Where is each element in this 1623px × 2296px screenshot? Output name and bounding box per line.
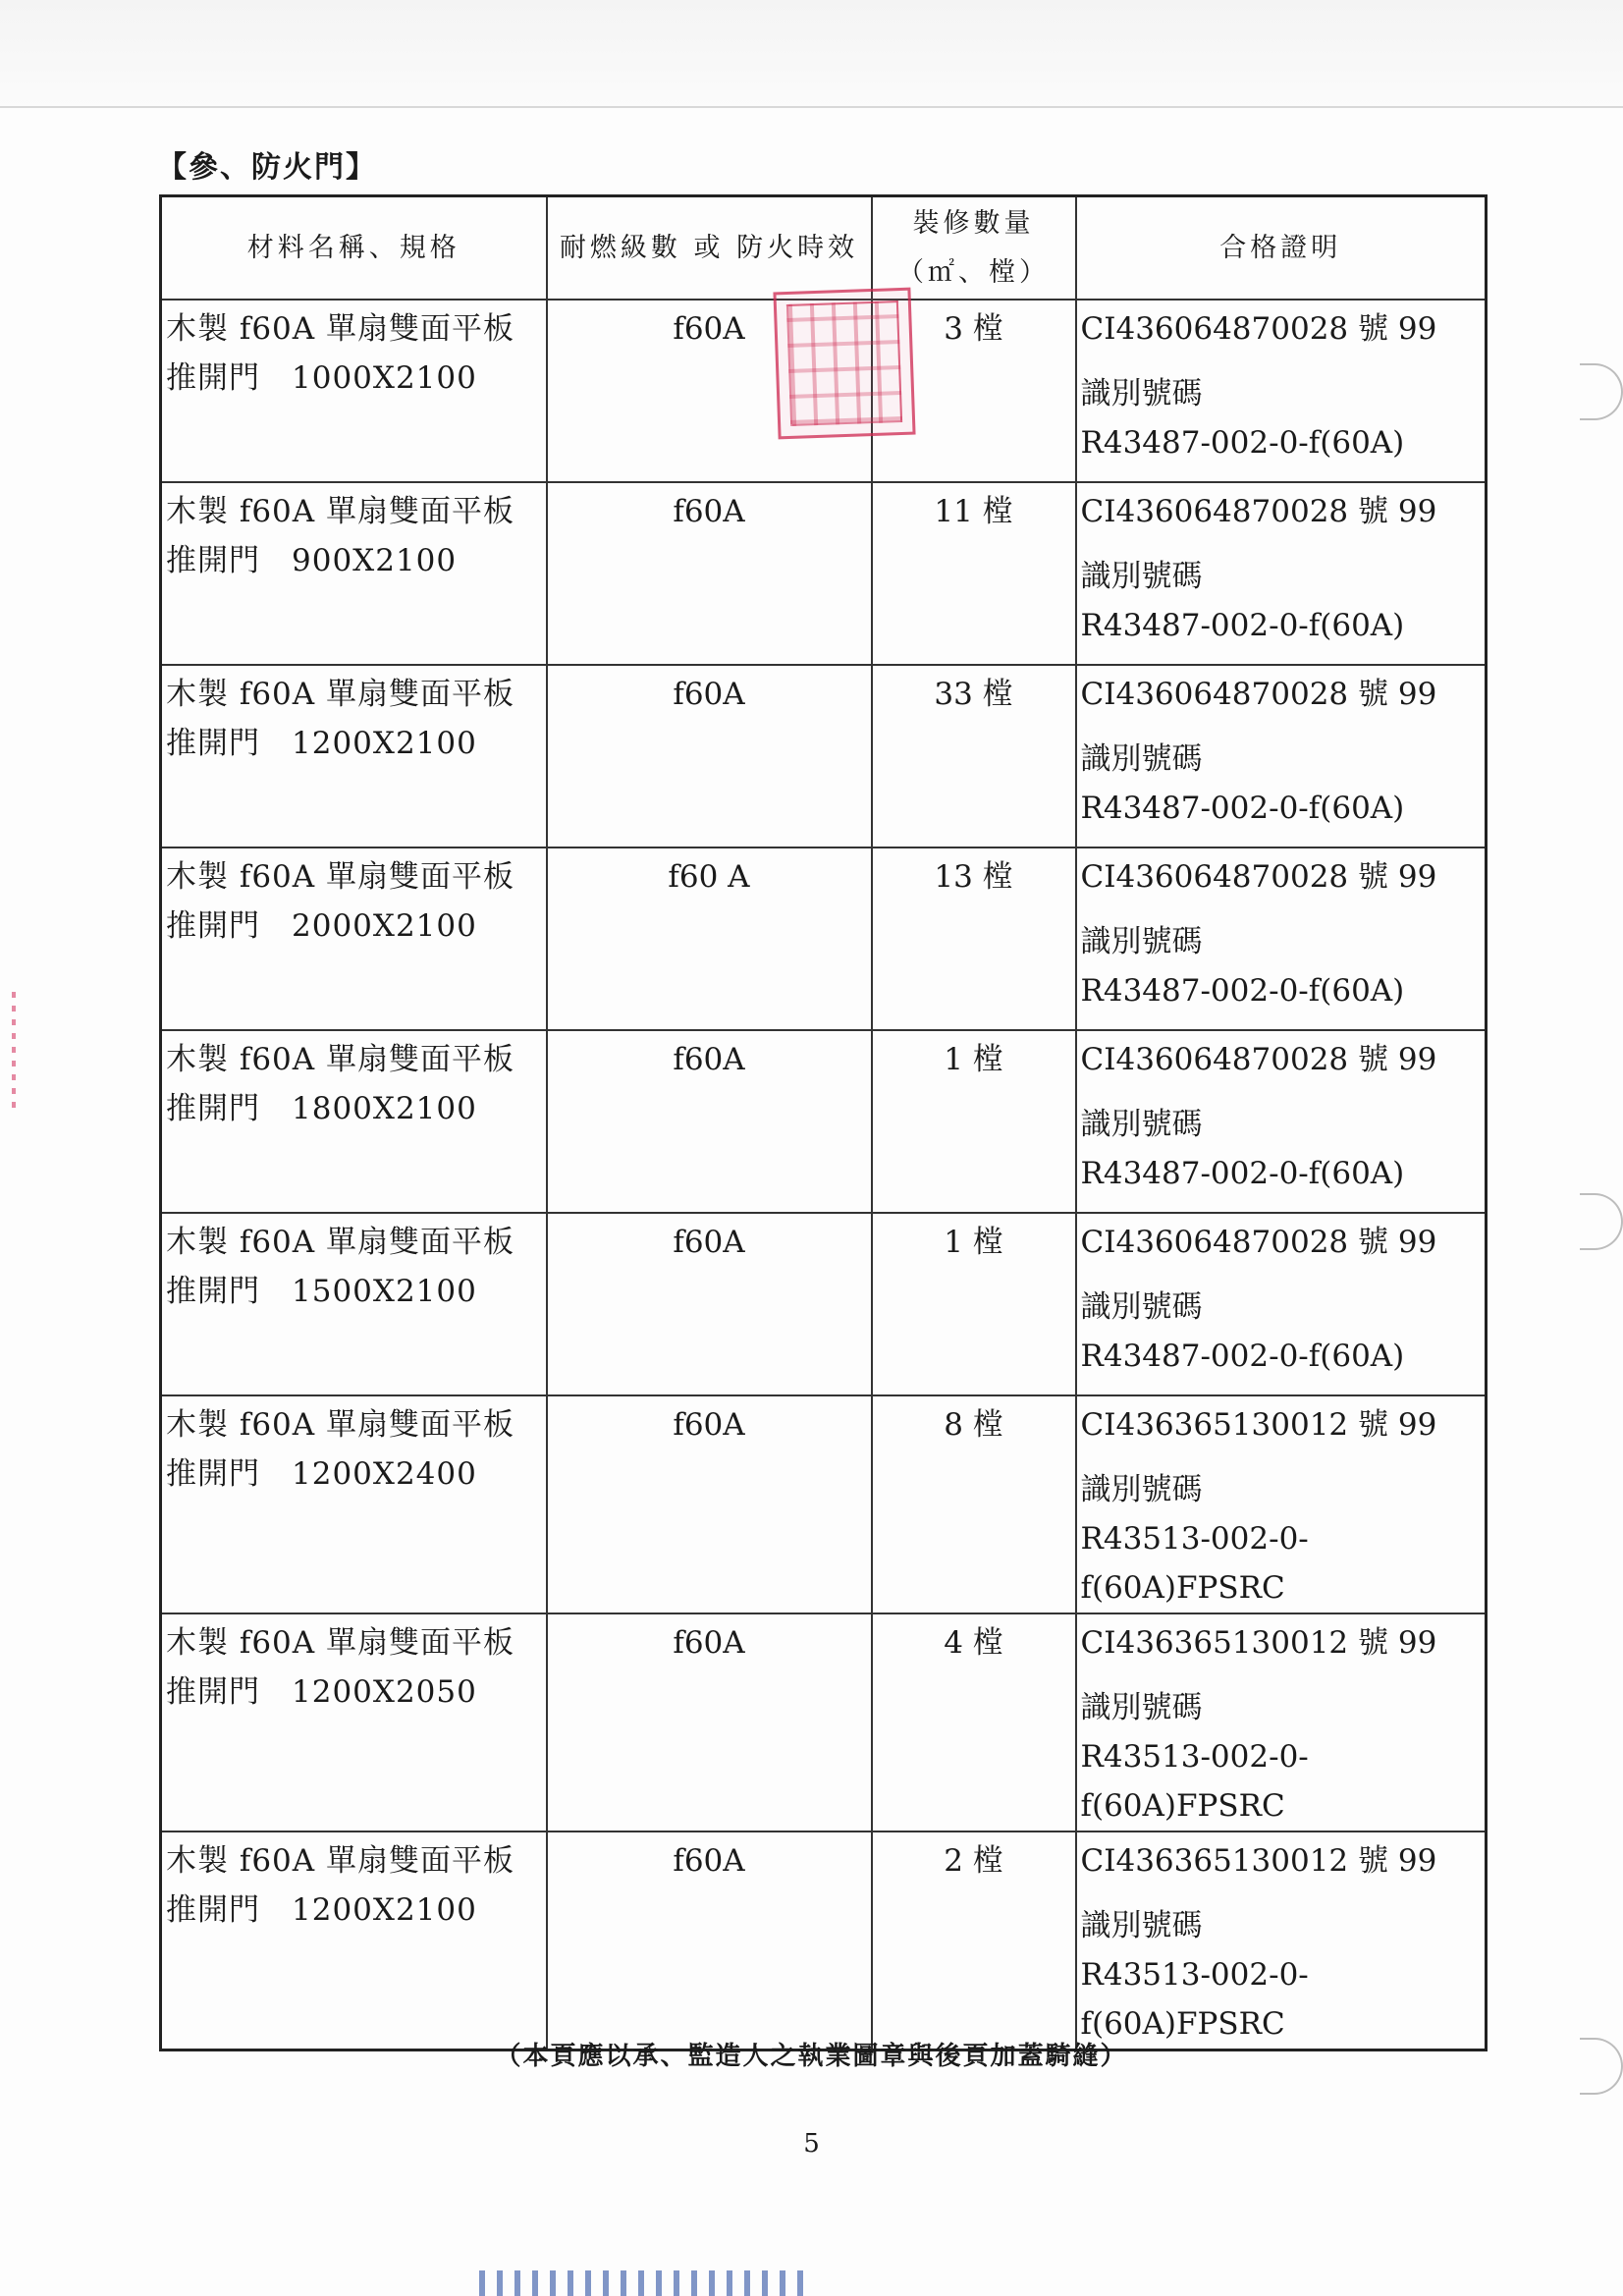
fire-rating-cell: f60 A bbox=[547, 847, 872, 1030]
quantity-cell: 13 樘 bbox=[872, 847, 1076, 1030]
footnote: （本頁應以承、監造人之執業圖章與後頁加蓋騎縫） bbox=[495, 2042, 1128, 2071]
seal-stamp bbox=[773, 288, 915, 440]
header-fire-rating: 耐燃級數 或 防火時效 bbox=[547, 196, 872, 301]
id-label: 識別號碼 bbox=[1080, 1690, 1203, 1725]
material-name-cell: 木製 f60A 單扇雙面平板推開門 1000X2100 bbox=[161, 300, 547, 482]
id-code: R43487-002-0-f(60A) bbox=[1080, 791, 1405, 826]
id-label: 識別號碼 bbox=[1080, 741, 1203, 777]
table-body bbox=[161, 300, 1487, 2050]
certificate-number: CI436064870028 號 99 bbox=[1080, 494, 1437, 529]
punch-hole bbox=[1580, 363, 1623, 420]
certificate-cell bbox=[1076, 1395, 1487, 1613]
material-name-cell: 木製 f60A 單扇雙面平板推開門 1200X2100 bbox=[161, 1831, 547, 2050]
material-name-cell: 木製 f60A 單扇雙面平板推開門 1200X2050 bbox=[161, 1613, 547, 1831]
table-row bbox=[161, 1831, 1487, 2050]
material-name-cell: 木製 f60A 單扇雙面平板推開門 1800X2100 bbox=[161, 1030, 547, 1213]
quantity-cell: 1 樘 bbox=[872, 1030, 1076, 1213]
quantity-cell: 3 樘 bbox=[872, 300, 1076, 482]
certificate-number: CI436064870028 號 99 bbox=[1080, 1042, 1437, 1077]
id-code: R43487-002-0-f(60A) bbox=[1080, 608, 1405, 643]
id-code: R43487-002-0-f(60A) bbox=[1080, 425, 1405, 461]
certificate-cell bbox=[1076, 300, 1487, 482]
material-name-cell: 木製 f60A 單扇雙面平板推開門 900X2100 bbox=[161, 482, 547, 665]
fire-rating-cell: f60A bbox=[547, 1213, 872, 1395]
id-label: 識別號碼 bbox=[1080, 376, 1203, 411]
fire-door-table bbox=[159, 194, 1488, 2051]
id-label: 識別號碼 bbox=[1080, 1472, 1203, 1507]
id-code: R43513-002-0-f(60A)FPSRC bbox=[1080, 1521, 1309, 1606]
table-row bbox=[161, 1395, 1487, 1613]
punch-hole bbox=[1580, 1193, 1623, 1250]
certificate-number: CI436064870028 號 99 bbox=[1080, 311, 1437, 347]
quantity-cell: 33 樘 bbox=[872, 665, 1076, 847]
section-title: 【參、防火門】 bbox=[157, 150, 377, 185]
id-code: R43487-002-0-f(60A) bbox=[1080, 1156, 1405, 1191]
page-number: 5 bbox=[803, 2129, 820, 2159]
material-name-cell: 木製 f60A 單扇雙面平板推開門 1500X2100 bbox=[161, 1213, 547, 1395]
id-code: R43513-002-0-f(60A)FPSRC bbox=[1080, 1739, 1309, 1824]
table-row bbox=[161, 1213, 1487, 1395]
certificate-number: CI436365130012 號 99 bbox=[1080, 1407, 1437, 1443]
certificate-number: CI436064870028 號 99 bbox=[1080, 859, 1437, 895]
table-row bbox=[161, 847, 1487, 1030]
quantity-cell: 1 樘 bbox=[872, 1213, 1076, 1395]
fire-rating-cell: f60A bbox=[547, 300, 872, 482]
material-name-cell: 木製 f60A 單扇雙面平板推開門 1200X2400 bbox=[161, 1395, 547, 1613]
certificate-cell bbox=[1076, 665, 1487, 847]
table-row bbox=[161, 1030, 1487, 1213]
quantity-cell: 11 樘 bbox=[872, 482, 1076, 665]
certificate-number: CI436064870028 號 99 bbox=[1080, 677, 1437, 712]
certificate-number: CI436365130012 號 99 bbox=[1080, 1843, 1437, 1879]
certificate-number: CI436064870028 號 99 bbox=[1080, 1225, 1437, 1260]
bottom-stamp-mark bbox=[479, 2270, 813, 2296]
fire-rating-cell: f60A bbox=[547, 665, 872, 847]
material-name-cell: 木製 f60A 單扇雙面平板推開門 2000X2100 bbox=[161, 847, 547, 1030]
id-code: R43513-002-0-f(60A)FPSRC bbox=[1080, 1957, 1309, 2042]
quantity-cell: 2 樘 bbox=[872, 1831, 1076, 2050]
certificate-cell bbox=[1076, 847, 1487, 1030]
id-label: 識別號碼 bbox=[1080, 559, 1203, 594]
table-header-row bbox=[161, 196, 1487, 301]
id-code: R43487-002-0-f(60A) bbox=[1080, 973, 1405, 1009]
id-label: 識別號碼 bbox=[1080, 1908, 1203, 1943]
certificate-cell bbox=[1076, 1030, 1487, 1213]
quantity-cell: 4 樘 bbox=[872, 1613, 1076, 1831]
scan-top-band bbox=[0, 0, 1623, 108]
id-code: R43487-002-0-f(60A) bbox=[1080, 1339, 1405, 1374]
certificate-cell bbox=[1076, 1213, 1487, 1395]
fire-rating-cell: f60A bbox=[547, 1395, 872, 1613]
header-quantity: 裝修數量（㎡、樘） bbox=[872, 196, 1076, 301]
certificate-cell bbox=[1076, 1831, 1487, 2050]
fire-rating-cell: f60A bbox=[547, 1613, 872, 1831]
material-name-cell: 木製 f60A 單扇雙面平板推開門 1200X2100 bbox=[161, 665, 547, 847]
certificate-cell bbox=[1076, 1613, 1487, 1831]
header-material-name: 材料名稱、規格 bbox=[161, 196, 547, 301]
table-row bbox=[161, 1613, 1487, 1831]
header-certificate: 合格證明 bbox=[1076, 196, 1487, 301]
id-label: 識別號碼 bbox=[1080, 1289, 1203, 1325]
margin-stamp-mark bbox=[12, 992, 16, 1110]
id-label: 識別號碼 bbox=[1080, 1107, 1203, 1142]
certificate-number: CI436365130012 號 99 bbox=[1080, 1625, 1437, 1661]
scan-top-edge bbox=[0, 106, 1623, 108]
fire-rating-cell: f60A bbox=[547, 1030, 872, 1213]
id-label: 識別號碼 bbox=[1080, 924, 1203, 959]
table-row bbox=[161, 665, 1487, 847]
table-row bbox=[161, 482, 1487, 665]
fire-rating-cell: f60A bbox=[547, 482, 872, 665]
fire-rating-cell: f60A bbox=[547, 1831, 872, 2050]
certificate-cell bbox=[1076, 482, 1487, 665]
quantity-cell: 8 樘 bbox=[872, 1395, 1076, 1613]
